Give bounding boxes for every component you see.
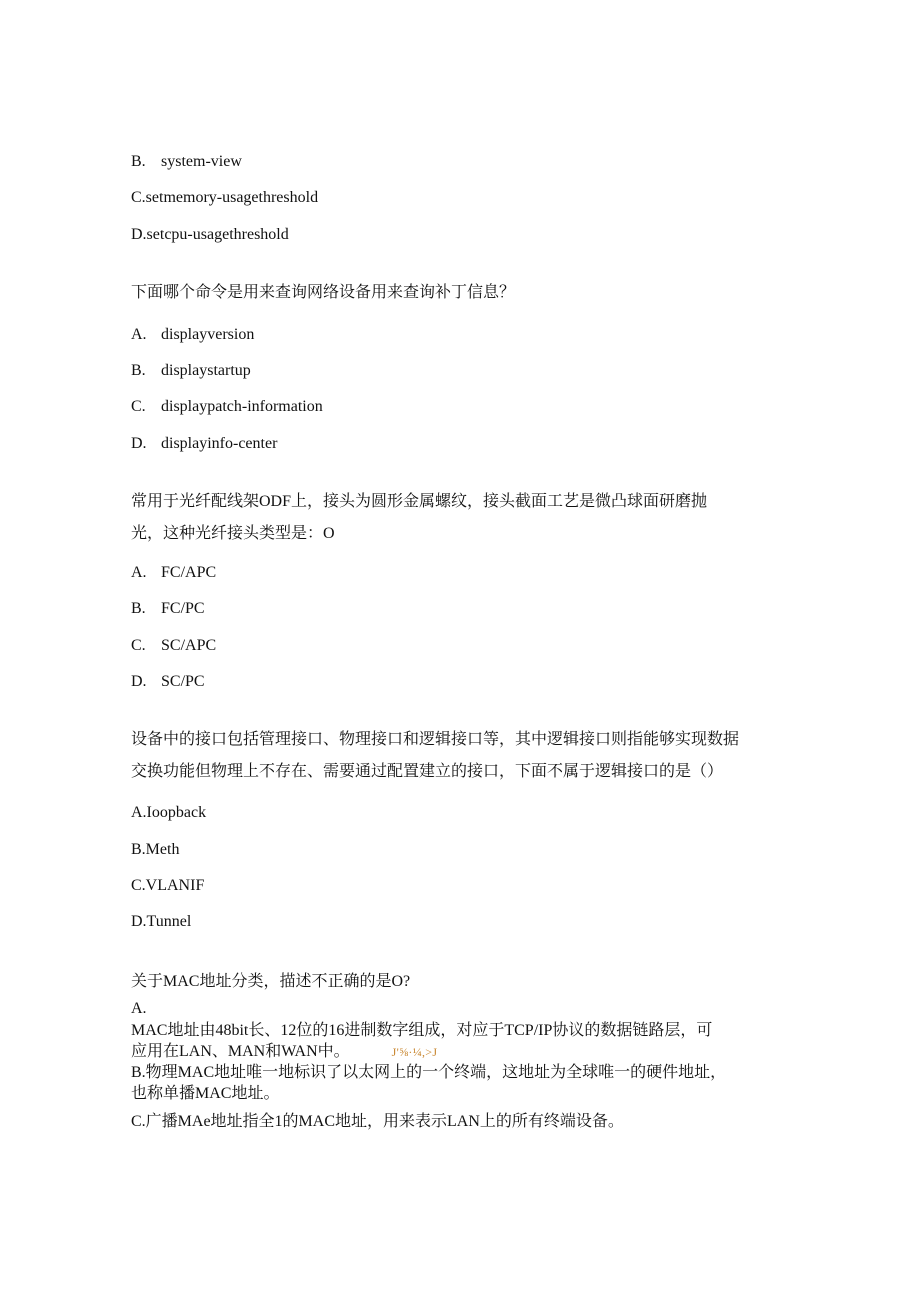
q4-option-c-line1: C.广播MAe地址指全1的MAC地址，用来表示LAN上的所有终端设备。 [131,1113,624,1130]
q1-option-d-text: displayinfo-center [161,435,278,452]
q1-question: 下面哪个命令是用来查询网络设备用来查询补丁信息？ [131,284,516,301]
q4-option-a-line1: MAC地址由48bit长、12位的16进制数字组成，对应于TCP/IP协议的数据链路层，可 [131,1022,713,1039]
q0-option-d: D.setcpu-usagethreshold [131,226,289,243]
q2-option-d [131,672,205,692]
q2-option-c-text: SC/APC [161,637,217,654]
q4-option-b-line2: 也称单播MAC地址。 [131,1085,280,1102]
q0-option-b-label: B. [131,153,146,170]
q1-option-a-text: displayversion [161,326,255,343]
q0-option-b-text: system-view [161,153,242,170]
q1-option-a [131,325,254,345]
q3-option-a: A.Ioopback [131,804,207,821]
q2-option-b-label: B. [131,600,146,617]
q4-option-a-line2: 应用在LAN、MAN和WAN中。 [131,1043,350,1060]
q2-option-a-text: FC/APC [161,564,217,581]
q2-option-b [131,599,205,619]
q3-option-d: D.Tunnel [131,913,192,930]
q1-option-b-text: displaystartup [161,362,251,379]
q3-option-b: B.Meth [131,841,180,858]
q4-question: 关于MAC地址分类，描述不正确的是O? [131,973,411,990]
q1-option-b-label: B. [131,362,146,379]
q1-option-d-label: D. [131,435,147,452]
q4-option-b-line1: B.物理MAC地址唯一地标识了以太网上的一个终端，这地址为全球唯一的硬件地址， [131,1064,727,1081]
q2-option-a-label: A. [131,564,147,581]
q0-option-c: C.setmemory-usagethreshold [131,189,319,206]
q1-option-c-text: displaypatch-information [161,398,323,415]
q2-question-line2: 光，这种光纤接头类型是：O [131,525,335,542]
q2-option-d-label: D. [131,673,147,690]
q2-option-c [131,636,216,656]
q2-option-d-text: SC/PC [161,673,205,690]
q3-option-c: C.VLANIF [131,877,205,894]
q4-option-a-line2-row [131,1042,437,1062]
q2-option-a [131,563,216,583]
ink-stamp-mark: J'⅝·¼,>J [391,1045,438,1059]
q3-question-line2: 交换功能但物理上不存在、需要通过配置建立的接口，下面不属于逻辑接口的是（） [131,763,724,780]
q2-question-line1: 常用于光纤配线架ODF上，接头为圆形金属螺纹，接头截面工艺是微凸球面研磨抛 [131,493,708,510]
q2-option-c-label: C. [131,637,146,654]
q1-option-d [131,434,277,454]
q1-option-c-label: C. [131,398,146,415]
q1-option-a-label: A. [131,326,147,343]
q4-option-a-label: A. [131,1000,147,1017]
q3-question-line1: 设备中的接口包括管理接口、物理接口和逻辑接口等，其中逻辑接口则指能够实现数据 [131,731,740,748]
q0-option-b [131,152,242,172]
q2-option-b-text: FC/PC [161,600,205,617]
q1-option-b [131,361,251,381]
q1-option-c [131,397,323,417]
